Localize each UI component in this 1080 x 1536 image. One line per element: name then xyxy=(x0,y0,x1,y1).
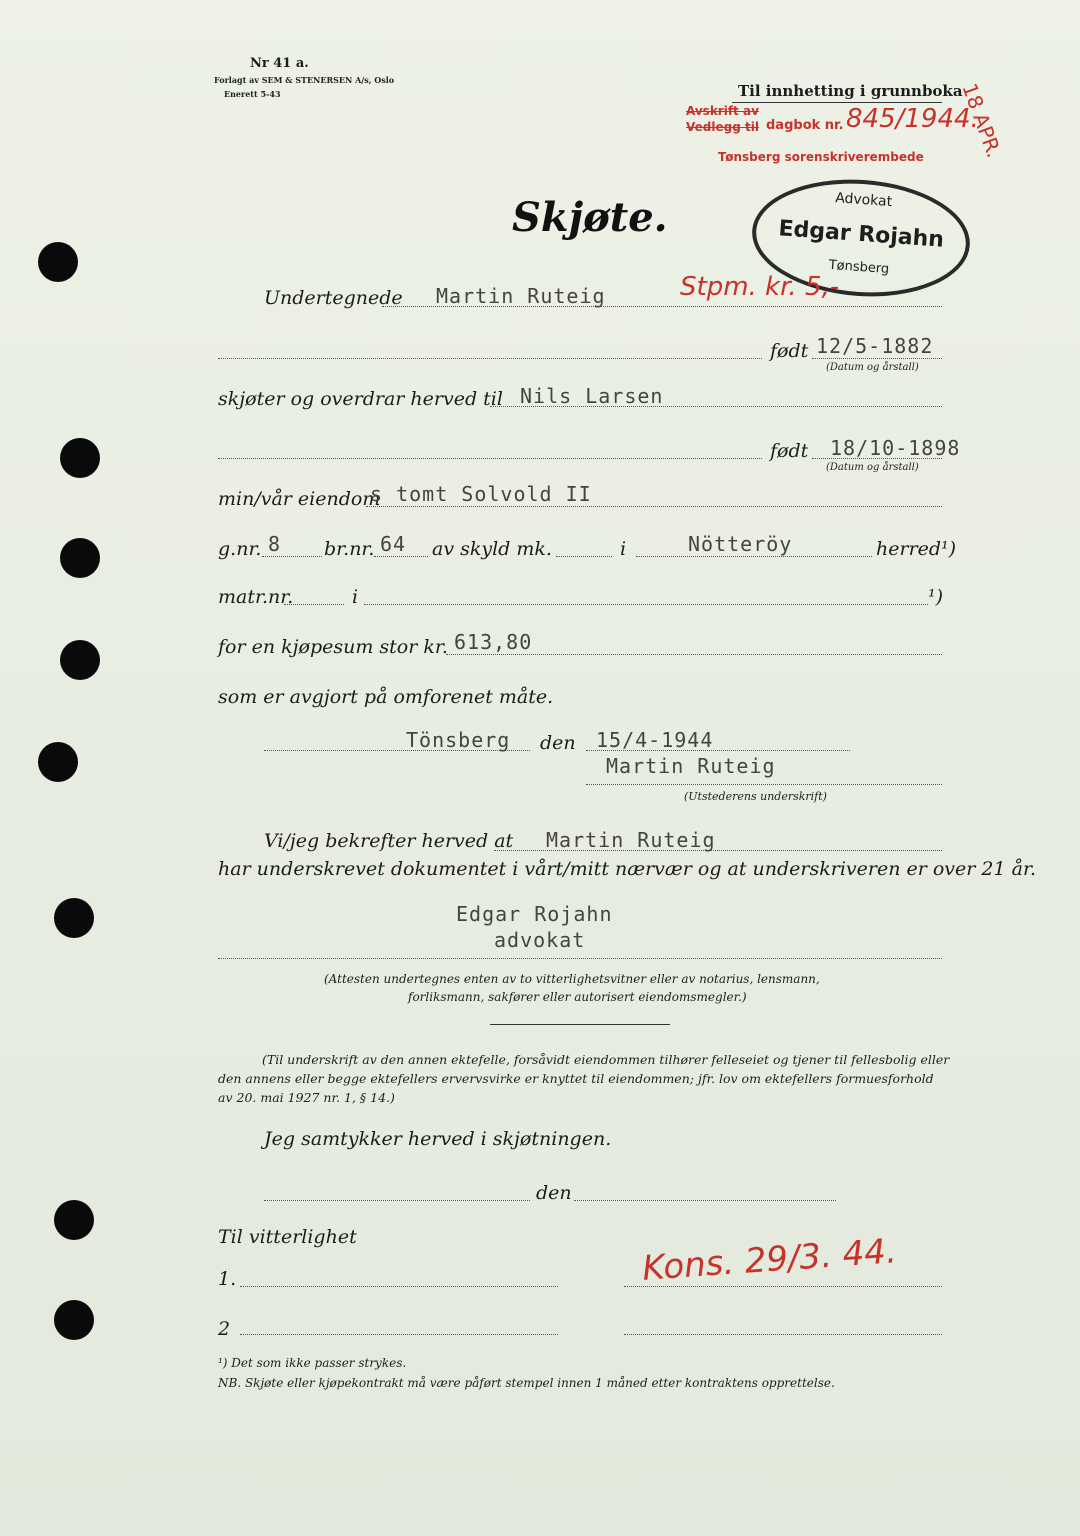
seller-name: Martin Ruteig xyxy=(436,284,606,308)
settled-text: som er avgjort på omforenet måte. xyxy=(218,686,554,708)
punch-hole xyxy=(38,742,78,782)
punch-hole xyxy=(54,1200,94,1240)
confirm-name: Martin Ruteig xyxy=(546,828,716,852)
stamp-line2: Edgar Rojahn xyxy=(777,216,945,253)
date-caption-1: (Datum og årstall) xyxy=(826,362,919,373)
brnr-value: 64 xyxy=(380,532,407,556)
publisher-line: Forlagt av SEM & STENERSEN A/s, Oslo xyxy=(214,75,395,85)
consent-text: Jeg samtykker herved i skjøtningen. xyxy=(264,1128,612,1150)
date-value: 15/4-1944 xyxy=(596,728,714,752)
attest-note-2: forliksmann, sakfører eller autorisert eiendomsmegler.) xyxy=(408,990,747,1004)
signature-value: Martin Ruteig xyxy=(606,754,776,778)
filing-title: Til innhetting i grunnboka xyxy=(738,82,963,100)
stamp-line1: Advokat xyxy=(834,190,893,211)
gnr-value: 8 xyxy=(268,532,282,556)
spouse-note-2: den annens eller begge ektefellers ervervsvirke er knyttet til eiendommen; jfr. lov om ektefellers formuesforhold xyxy=(218,1071,934,1086)
buyer-birth: 18/10-1898 xyxy=(830,436,961,460)
stamp-line3: Tønsberg xyxy=(828,257,890,278)
matr-footnote-mark: ¹) xyxy=(928,586,944,608)
consent-den-label: den xyxy=(536,1182,572,1204)
matr-i-label: i xyxy=(352,586,359,608)
punch-hole xyxy=(60,538,100,578)
dagbok-label: dagbok nr. xyxy=(766,118,844,133)
property-value: s tomt Solvold II xyxy=(370,482,592,506)
place-value: Tönsberg xyxy=(406,728,511,752)
transfer-label: skjøter og overdrar herved til xyxy=(218,388,503,410)
witness-title: advokat xyxy=(494,928,586,952)
footnote-1: ¹) Det som ikke passer strykes. xyxy=(218,1356,407,1370)
footnote-2: NB. Skjøte eller kjøpekontrakt må være påført stempel innen 1 måned etter kontraktens opprettelse. xyxy=(218,1376,835,1390)
gnr-label: g.nr. xyxy=(218,538,262,560)
herred-label: herred¹) xyxy=(876,538,957,560)
herred-value: Nötteröy xyxy=(688,532,793,556)
date-stamp: 18 APR. xyxy=(957,80,1007,161)
witness-number-2: 2 xyxy=(218,1318,231,1340)
red-signature: Kons. 29/3. 44. xyxy=(640,1231,898,1289)
fodt-label-1: født xyxy=(770,340,809,362)
punch-hole xyxy=(60,438,100,478)
seller-birth: 12/5-1882 xyxy=(816,334,934,358)
den-label: den xyxy=(540,732,576,754)
brnr-label: br.nr. xyxy=(324,538,375,560)
matr-label: matr.nr. xyxy=(218,586,294,608)
publisher-code: Enerett 5-43 xyxy=(224,89,281,99)
witness-name: Edgar Rojahn xyxy=(456,902,613,926)
punch-hole xyxy=(54,898,94,938)
punch-hole xyxy=(60,640,100,680)
filing-avskrift: Avskrift av xyxy=(686,104,759,118)
buyer-name: Nils Larsen xyxy=(520,384,664,408)
vitterlighet-label: Til vitterlighet xyxy=(218,1226,357,1248)
date-caption-2: (Datum og årstall) xyxy=(826,462,919,473)
form-number: Nr 41 a. xyxy=(250,56,309,71)
dagbok-number: 845/1944. xyxy=(846,104,979,134)
price-value: 613,80 xyxy=(454,630,533,654)
property-label: min/vår eiendom xyxy=(218,488,381,510)
confirm-text: Vi/jeg bekrefter herved at xyxy=(264,830,514,852)
office-line: Tønsberg sorenskriverembede xyxy=(718,150,924,164)
i-label: i xyxy=(620,538,627,560)
punch-hole xyxy=(54,1300,94,1340)
punch-hole xyxy=(38,242,78,282)
confirm-text-2: har underskrevet dokumentet i vårt/mitt nærvær og at underskriveren er over 21 år. xyxy=(218,858,1036,880)
red-annotation: Stpm. kr. 5,- xyxy=(680,272,840,302)
witness-number-1: 1. xyxy=(218,1268,237,1290)
spouse-note-1: (Til underskrift av den annen ektefelle, forsåvidt eiendommen tilhører felleseiet og tjener til fellesbolig eller xyxy=(262,1052,950,1067)
price-label: for en kjøpesum stor kr. xyxy=(218,636,448,658)
filing-vedlegg: Vedlegg til xyxy=(686,120,759,134)
fodt-label-2: født xyxy=(770,440,809,462)
signature-caption: (Utstederens underskrift) xyxy=(684,790,827,803)
skyld-label: av skyld mk. xyxy=(432,538,552,560)
undertegnede-label: Undertegnede xyxy=(264,287,403,309)
spouse-note-3: av 20. mai 1927 nr. 1, § 14.) xyxy=(218,1090,395,1105)
document-title: Skjøte. xyxy=(512,194,668,241)
attest-note-1: (Attesten undertegnes enten av to vitterlighetsvitner eller av notarius, lensmann, xyxy=(324,972,820,986)
